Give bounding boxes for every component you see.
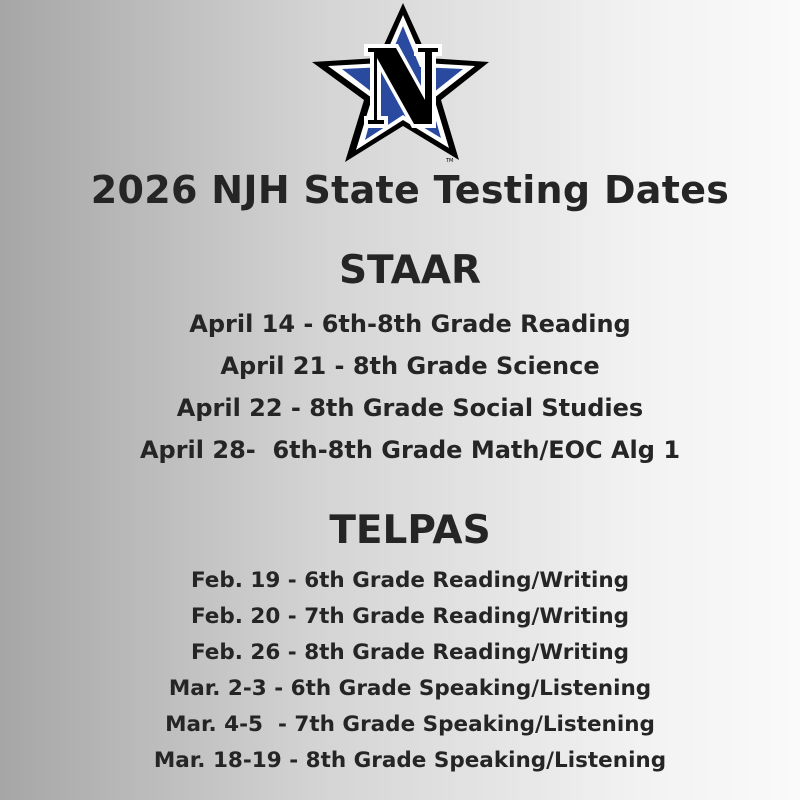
- telpas-item: Feb. 19 - 6th Grade Reading/Writing: [190, 568, 630, 593]
- telpas-item: Mar. 2-3 - 6th Grade Speaking/Listening: [168, 676, 652, 701]
- staar-item: April 22 - 8th Grade Social Studies: [176, 394, 644, 422]
- telpas-item: Feb. 20 - 7th Grade Reading/Writing: [190, 604, 630, 629]
- telpas-heading: TELPAS: [329, 508, 491, 553]
- staar-item: April 21 - 8th Grade Science: [220, 352, 600, 380]
- staar-item: April 28- 6th-8th Grade Math/EOC Alg 1: [139, 436, 681, 464]
- staar-item: April 14 - 6th-8th Grade Reading: [189, 310, 631, 338]
- trademark: TM: [446, 158, 454, 164]
- star-n-logo: [310, 0, 490, 170]
- staar-heading: STAAR: [338, 248, 482, 293]
- page-title: 2026 NJH State Testing Dates: [90, 168, 730, 212]
- telpas-item: Mar. 4-5 - 7th Grade Speaking/Listening: [165, 712, 655, 737]
- telpas-item: Feb. 26 - 8th Grade Reading/Writing: [190, 640, 630, 665]
- telpas-item: Mar. 18-19 - 8th Grade Speaking/Listening: [153, 748, 667, 773]
